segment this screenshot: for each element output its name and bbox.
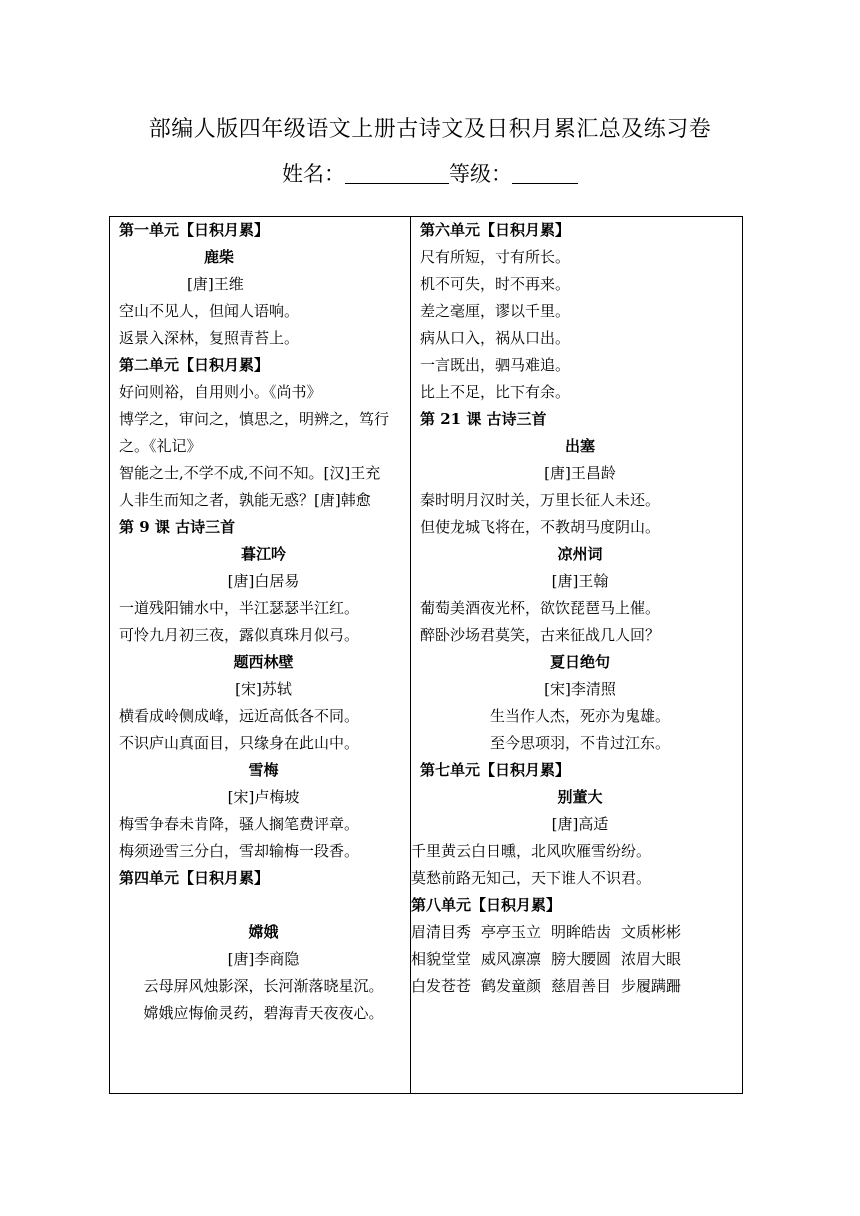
unit6-heading: 第六单元【日积月累】	[420, 221, 571, 239]
poem-author-biedongda: [唐]高适	[551, 815, 609, 833]
poem-title-change: 嫦娥	[248, 923, 279, 941]
proverb-line: 一言既出，驷马难追。	[420, 356, 571, 374]
idiom-row	[411, 919, 740, 946]
poem-line: 返景入深林，复照青苔上。	[119, 329, 300, 347]
idiom: 慈眉善目	[551, 977, 612, 995]
poem-line: 一道残阳铺水中，半江瑟瑟半江红。	[119, 599, 360, 617]
poem-line: 嫦娥应悔偷灵药，碧海青天夜夜心。	[143, 1004, 384, 1022]
poem-line: 横看成岭侧成峰，远近高低各不同。	[119, 707, 360, 725]
name-label: 姓名：	[282, 162, 345, 186]
poem-author-change: [唐]李商隐	[227, 950, 300, 968]
unit1-heading: 第一单元【日积月累】	[119, 221, 270, 239]
proverb-line: 比上不足，比下有余。	[420, 383, 571, 401]
poem-author-liangzhouci: [唐]王翰	[551, 572, 609, 590]
poem-line: 秦时明月汉时关，万里长征人未还。	[420, 491, 661, 509]
proverb-line: 差之毫厘，谬以千里。	[420, 302, 571, 320]
idiom: 浓眉大眼	[621, 950, 682, 968]
poem-line: 醉卧沙场君莫笑，古来征战几人回？	[420, 626, 661, 644]
idiom: 明眸皓齿	[551, 923, 612, 941]
quote-line: 智能之士,不学不成,不问不知。[汉]王充	[119, 464, 381, 482]
poem-title-xuemei: 雪梅	[248, 761, 279, 779]
poem-author-xuemei: [宋]卢梅坡	[227, 788, 300, 806]
poem-line: 梅须逊雪三分白，雪却输梅一段香。	[119, 842, 360, 860]
poem-title-biedongda: 别董大	[557, 788, 603, 806]
poem-line: 至今思项羽，不肯过江东。	[489, 734, 670, 752]
idiom: 白发苍苍	[411, 977, 472, 995]
poem-author-mujiangyin: [唐]白居易	[227, 572, 300, 590]
page-title: 部编人版四年级语文上册古诗文及日积月累汇总及练习卷	[148, 117, 712, 142]
quote-line: 好问则裕，自用则小。《尚书》	[119, 383, 322, 401]
poem-line: 空山不见人，但闻人语响。	[119, 302, 300, 320]
idiom: 相貌堂堂	[411, 950, 472, 968]
poem-line: 可怜九月初三夜，露似真珠月似弓。	[119, 626, 360, 644]
idiom-row	[411, 973, 740, 1000]
idiom: 步履蹒跚	[621, 977, 682, 995]
lesson9-heading: 第 9 课 古诗三首	[119, 518, 236, 536]
name-blank[interactable]	[345, 163, 449, 184]
poem-line: 生当作人杰，死亦为鬼雄。	[489, 707, 670, 725]
idiom: 亭亭玉立	[481, 923, 542, 941]
poem-line: 梅雪争春未肯降，骚人搁笔费评章。	[119, 815, 360, 833]
idiom-row	[411, 946, 740, 973]
quote-line: 人非生而知之者，孰能无惑？[唐]韩愈	[119, 491, 371, 509]
content-table	[109, 216, 743, 1094]
unit7-heading: 第七单元【日积月累】	[420, 761, 571, 779]
idiom: 膀大腰圆	[551, 950, 612, 968]
poem-title-xiarijueju: 夏日绝句	[549, 653, 610, 671]
quote-line: 博学之，审问之，慎思之，明辨之，笃行之。《礼记》	[119, 410, 390, 455]
poem-title-mujiangyin: 暮江吟	[240, 545, 286, 563]
poem-line: 但使龙城飞将在，不教胡马度阴山。	[420, 518, 661, 536]
poem-author-luzhai: [唐]王维	[187, 275, 244, 293]
proverb-line: 尺有所短，寸有所长。	[420, 248, 571, 266]
poem-title-liangzhouci: 凉州词	[557, 545, 603, 563]
proverb-line: 病从口入，祸从口出。	[420, 329, 571, 347]
grade-label: 等级：	[449, 162, 512, 186]
poem-title-chusai: 出塞	[564, 437, 595, 455]
unit4-heading: 第四单元【日积月累】	[119, 869, 270, 887]
left-column	[119, 217, 408, 1027]
poem-line: 云母屏风烛影深，长河渐落晓星沉。	[143, 977, 384, 995]
grade-blank[interactable]	[512, 163, 578, 184]
poem-author-tixilinbi: [宋]苏轼	[235, 680, 292, 698]
poem-line: 不识庐山真面目，只缘身在此山中。	[119, 734, 360, 752]
poem-author-xiarijueju: [宋]李清照	[544, 680, 616, 698]
proverb-line: 机不可失，时不再来。	[420, 275, 571, 293]
right-column	[411, 217, 740, 1000]
idiom: 文质彬彬	[621, 923, 682, 941]
idiom: 眉清目秀	[411, 923, 472, 941]
name-grade-line	[0, 158, 860, 188]
unit8-heading: 第八单元【日积月累】	[411, 896, 562, 914]
poem-title-tixilinbi: 题西林壁	[233, 653, 294, 671]
idiom: 威风凛凛	[481, 950, 542, 968]
poem-line: 千里黄云白日曛，北风吹雁雪纷纷。	[411, 842, 652, 860]
lesson21-heading: 第 21 课 古诗三首	[420, 410, 547, 428]
poem-title-luzhai: 鹿柴	[204, 248, 235, 266]
poem-author-chusai: [唐]王昌龄	[544, 464, 616, 482]
poem-line: 葡萄美酒夜光杯，欲饮琵琶马上催。	[420, 599, 661, 617]
unit2-heading: 第二单元【日积月累】	[119, 356, 270, 374]
idiom: 鹤发童颜	[481, 977, 542, 995]
spacer	[119, 892, 408, 919]
poem-line: 莫愁前路无知己，天下谁人不识君。	[411, 869, 652, 887]
